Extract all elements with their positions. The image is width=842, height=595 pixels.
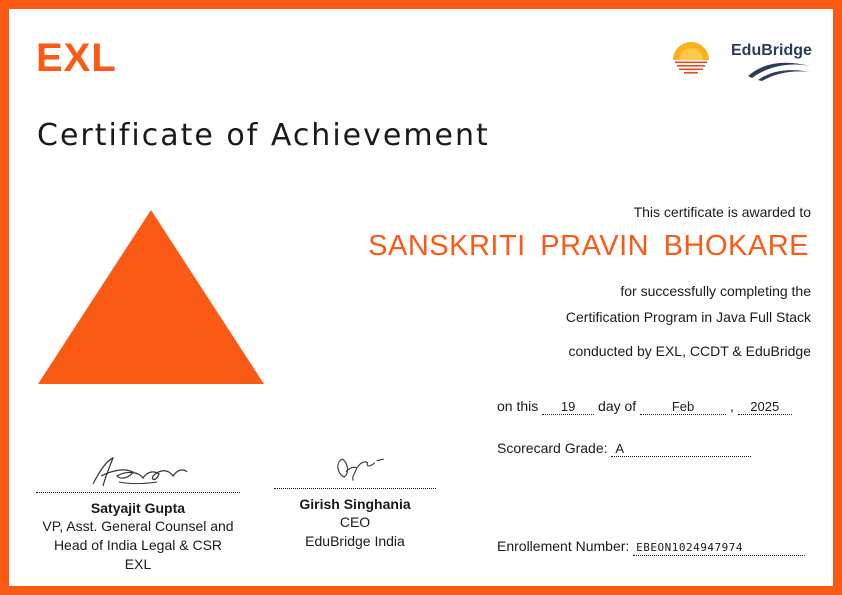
date-month: Feb	[640, 399, 726, 415]
awarded-text: This certificate is awarded to	[633, 204, 811, 220]
signature-girish-singhania	[295, 450, 415, 486]
date-prefix: on this	[497, 398, 539, 414]
date-separator: ,	[729, 398, 734, 414]
signature-satyajit-gupta	[73, 454, 203, 490]
grade-label: Scorecard Grade:	[497, 440, 608, 456]
signatory-2	[274, 450, 436, 551]
signature-line-1	[36, 492, 240, 493]
edubridge-logo-text: EduBridge	[731, 42, 812, 59]
signatory-2-role-line-1: CEO	[339, 514, 371, 530]
ccdt-logo	[669, 38, 713, 80]
grade-row	[497, 440, 751, 457]
recipient-name: SANSKRITI PRAVIN BHOKARE	[368, 230, 809, 262]
completion-line-2: Certification Program in Java Full Stack	[565, 309, 811, 325]
signatory-1-role-line-2: Head of India Legal & CSR	[53, 537, 223, 553]
certificate-title: Certificate of Achievement	[37, 118, 490, 153]
signatory-2-role-line-2: EduBridge India	[305, 533, 405, 549]
date-day-label: day of	[598, 398, 637, 414]
conducted-by: conducted by EXL, CCDT & EduBridge	[568, 343, 811, 359]
date-year: 2025	[738, 399, 792, 415]
enrollment-number: EBEON1024947974	[633, 540, 805, 556]
date-day: 19	[542, 399, 594, 415]
grade-value: A	[611, 441, 751, 457]
signatory-1	[36, 454, 240, 574]
date-row	[497, 398, 817, 415]
signatory-2-name: Girish Singhania	[299, 496, 411, 512]
enrollment-label: Enrollement Number:	[497, 538, 630, 554]
signature-line-2	[274, 488, 436, 489]
enrollment-row	[497, 538, 805, 556]
signatory-1-name: Satyajit Gupta	[90, 500, 186, 516]
signatory-1-role-line-3: EXL	[124, 556, 152, 572]
completion-line-1: for successfully completing the	[620, 283, 811, 299]
triangle-emblem	[38, 210, 264, 384]
signatory-1-role-line-1: VP, Asst. General Counsel and	[42, 518, 234, 534]
exl-logo: EXL	[36, 36, 117, 80]
